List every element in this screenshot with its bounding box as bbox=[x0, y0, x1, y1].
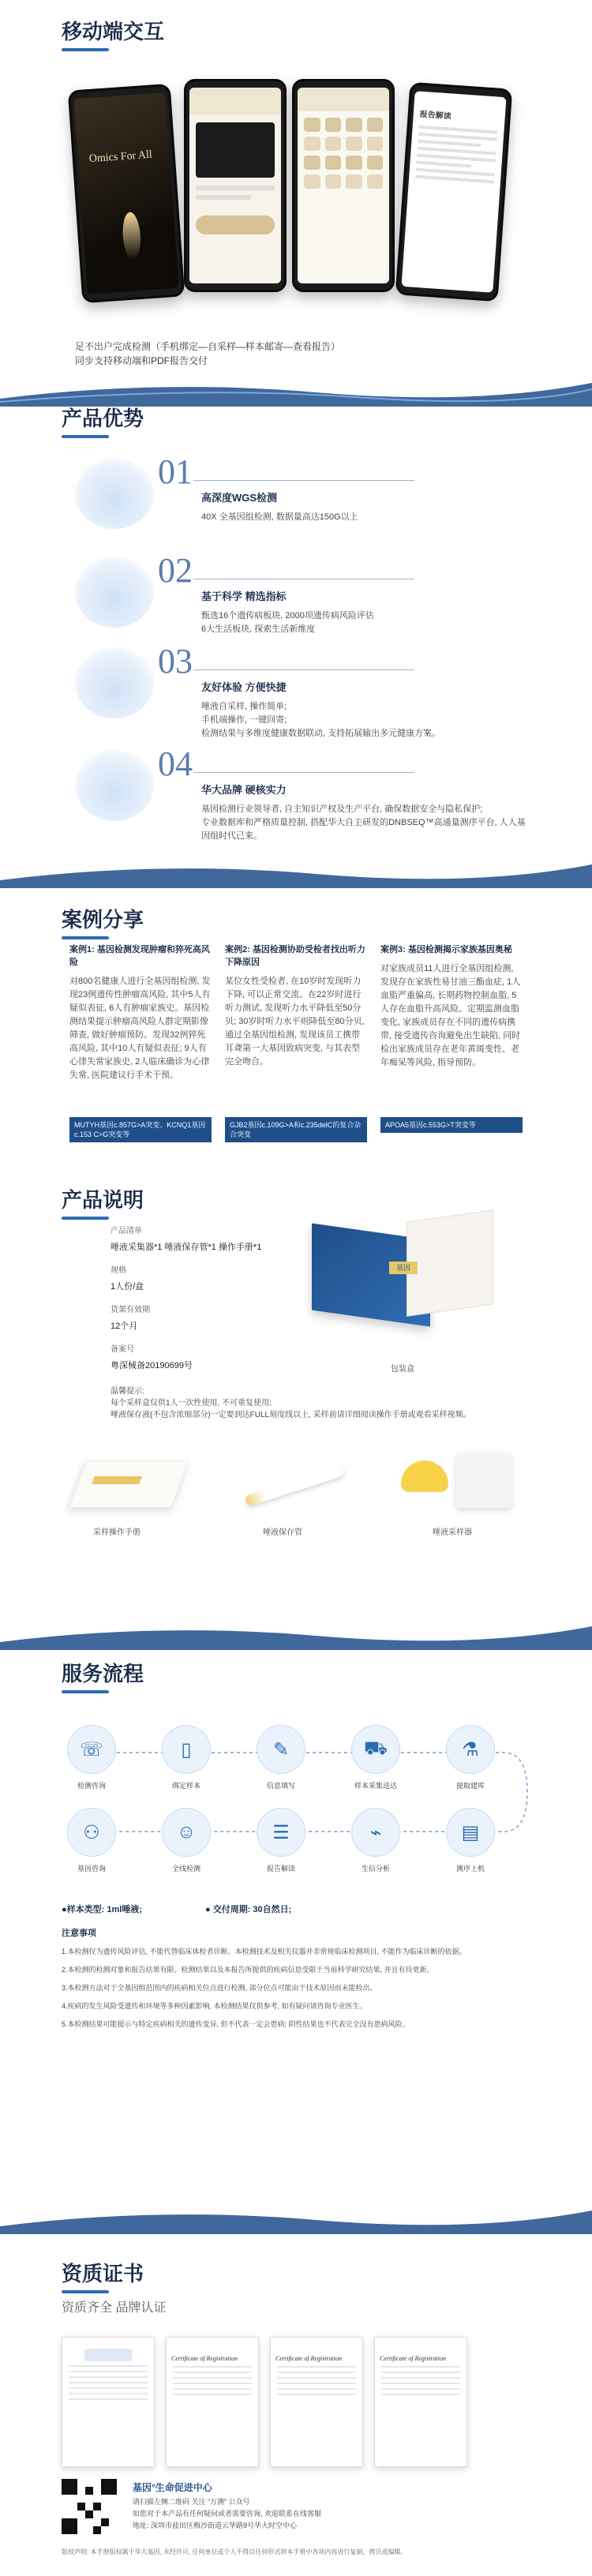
case-heading: 案例1: 基因检测发现肿瘤和猝死高风险 bbox=[69, 945, 210, 967]
mobile-title: 移动端交互 bbox=[0, 16, 592, 45]
phone-3 bbox=[292, 79, 395, 292]
sequencer-icon: ▤ bbox=[446, 1808, 495, 1857]
kit-items bbox=[62, 1437, 527, 1547]
phone-4-title: 报告解读 bbox=[419, 110, 451, 122]
consult-icon: ☏ bbox=[67, 1725, 116, 1774]
step-label: 绑定样本 bbox=[171, 1782, 200, 1790]
warm-tips: 温馨提示: 每个采样盒仅供1人一次性使用, 不可重复使用; 唾液保存液(不包含浓缩部分)一定要到达FULL刻度线以上, 采样前请详细阅读操作手册或观看采样视频。 bbox=[111, 1387, 471, 1419]
case-body: 对800名健康人进行全基因组检测, 发现23例遗传性肿瘤高风险, 其中5人有疑似表征, 6人有肿瘤家族史。基因检测结果提示肿瘤高风险人群定期影像筛查, 做好肿瘤预防。发现32例猝死高风险, 其中10人有疑似表征; 9人有心律失常家族史, 2人临床确诊为心律失常, 医院建议行手术干预。 bbox=[69, 977, 211, 1080]
wave-divider-2 bbox=[0, 857, 592, 888]
item-label: 唾液保存管 bbox=[263, 1528, 302, 1537]
wave-divider-1 bbox=[0, 375, 592, 407]
service-section bbox=[0, 1650, 592, 2250]
bind-sample-icon: ▯ bbox=[162, 1725, 211, 1774]
footer-lines: 请扫描左侧二维码 关注 “万测” 公众号 如您对于本产品有任何疑问或者需要咨询, 欢迎联系在线客服 地址: 深圳市盐田区梅沙街道云华路9号华大时空中心 bbox=[133, 2498, 322, 2529]
figure-glow bbox=[122, 212, 142, 260]
advantage-body: 基因检测行业领导者, 自主知识产权及生产平台, 确保数据安全与隐私保护; 专业数据库和严格质量控制, 搭配华大自主研发的DNBSEQ™高通量测序平台, 人人基因组时代已来。 bbox=[201, 804, 526, 841]
form-icon: ✎ bbox=[257, 1725, 305, 1774]
step-label: 生信分析 bbox=[361, 1865, 390, 1873]
product-spec: 规格 1人份/盒 bbox=[111, 1266, 144, 1292]
phone-1-screen bbox=[73, 92, 178, 294]
phone-1 bbox=[68, 84, 185, 303]
cert-registration-3: Certificate of Registration bbox=[374, 2337, 467, 2467]
box-logo: 基因 bbox=[389, 1262, 418, 1274]
step-label: 测序上机 bbox=[455, 1865, 485, 1873]
tube-image bbox=[219, 1445, 362, 1516]
advantage-body: 40X 全基因组检测, 数据量高达150G以上 bbox=[201, 512, 358, 522]
certs-subtitle: 资质齐全 品牌认证 bbox=[62, 2301, 167, 2315]
step-label: 全线检测 bbox=[171, 1865, 200, 1873]
shield-icon bbox=[75, 750, 154, 821]
product-registration: 备案号 粤深械备20190699号 bbox=[111, 1345, 193, 1370]
cases-section bbox=[0, 888, 592, 1172]
advantage-body: 甄选16个遗传病板块, 2000项遗传病风险评估 6大生活板块, 探索生活新维度 bbox=[201, 611, 374, 634]
advantage-body: 唾液自采样, 操作简单; 手机端操作, 一键回寄; 检测结果与多维度健康数据联动, 支持拓展输出多元健康方案。 bbox=[201, 702, 441, 738]
phone-mockups bbox=[75, 79, 517, 339]
delivery-icon: ⛟ bbox=[351, 1725, 400, 1774]
cert-cnas bbox=[62, 2337, 155, 2467]
advantage-heading: 华大品牌 硬核实力 bbox=[201, 784, 287, 796]
cert-registration-1: Certificate of Registration bbox=[166, 2337, 259, 2467]
cert-registration-2: Certificate of Registration bbox=[270, 2337, 363, 2467]
qr-code-icon[interactable] bbox=[62, 2479, 117, 2534]
wave-divider-3 bbox=[0, 1618, 592, 1650]
disclaimer: 版权声明: 本手册版权属于华大基因, 未经许可, 任何单位或个人不得以任何形式将本手册中各项内容进行复制、拷贝或编辑。 bbox=[62, 2548, 407, 2555]
case-card-1 bbox=[69, 943, 212, 1138]
case-heading: 案例2: 基因检测协助受检者找出听力下降原因 bbox=[225, 945, 365, 967]
case-heading: 案例3: 基因检测揭示家族基因奥秘 bbox=[380, 945, 512, 954]
cases-title: 案例分享 bbox=[0, 904, 592, 933]
service-title: 服务流程 bbox=[0, 1658, 592, 1687]
phone-3-screen bbox=[298, 88, 389, 283]
case-card-2 bbox=[225, 943, 367, 1138]
step-label: 报告解读 bbox=[266, 1865, 295, 1873]
title-underline bbox=[62, 2290, 109, 2293]
advantage-heading: 友好体验 方便快捷 bbox=[201, 681, 287, 693]
box-caption: 包装盒 bbox=[391, 1365, 414, 1374]
case-tag: APOA5基因c.553G>T突变等 bbox=[380, 1117, 523, 1133]
phone-4 bbox=[395, 82, 513, 302]
product-section bbox=[0, 1184, 592, 1658]
phone-2 bbox=[184, 79, 287, 292]
product-title: 产品说明 bbox=[0, 1184, 592, 1213]
step-label: 基因咨询 bbox=[77, 1865, 106, 1873]
title-underline bbox=[62, 1217, 109, 1220]
person-icon: ☺ bbox=[162, 1808, 211, 1857]
case-body: 对家族成员11人进行全基因组检测, 发现存在家族性易甘油三酯血症, 1人血脂严重偏高, 长期药物控制血脂, 5人存在血脂升高风险。定期监测血脂变化, 家族成员存在不同的遗传病携带, 接受遗传咨询避免出生缺陷, 同时检出家族成员存在老年黄斑变性、老年痴呆等风险, 指导预防。 bbox=[380, 964, 521, 1067]
case-tag: GJB2基因c.109G>A和c.235delC的复合杂合突变 bbox=[225, 1117, 367, 1142]
step-label: 检测咨询 bbox=[77, 1782, 106, 1790]
step-label: 信息填写 bbox=[266, 1782, 295, 1790]
manual-image bbox=[62, 1445, 204, 1516]
package-box-image bbox=[312, 1216, 493, 1334]
sample-type: ●样本类型: 1ml唾液; bbox=[62, 1905, 142, 1914]
title-underline bbox=[62, 48, 109, 51]
analysis-icon: ⌁ bbox=[351, 1808, 400, 1857]
item-label: 唾液采样器 bbox=[433, 1528, 472, 1537]
case-tag: MUTYH基因c.857G>A突变、KCNQ1基因c.153 C>G突变等 bbox=[69, 1117, 212, 1142]
footer-title: 基因°生命促进中心 bbox=[133, 2482, 212, 2493]
step-label: 样本采集送达 bbox=[354, 1782, 397, 1790]
title-underline bbox=[62, 1690, 109, 1693]
phone-1-text: Omics For All bbox=[88, 148, 153, 166]
notes-list: 1.本检测仅为遗传风险评估, 不能代替临床体检者诊断。本检测技术及相关仪器并非常规临床检测项目, 不能作为临床诊断的依据。 2.本检测的检测对象和报告结果有限。检测结果以及本报告所提供的疾病信息受限于当前科学研究结果, 并且有待更新。 3.本检测方法对于全基因组范围内的疾病相关位点进行检测, 部分位点可能由于技术原因而未能检出。 4.疾病的发生风险受遗传和环境等多种因素影响, 本检测结果仅供参考, 如有疑问请咨询专业医生。 5.本检测结果可能提示与特定疾病相关的遗传变异, 但不代表一定会患病; 阴性结果也不代表完全没有患病风险。 bbox=[62, 1948, 466, 2028]
case-card-3 bbox=[380, 943, 523, 1129]
item-label: 采样操作手册 bbox=[93, 1528, 141, 1537]
wave-divider-4 bbox=[0, 2203, 592, 2234]
title-underline bbox=[62, 936, 109, 939]
phone-hand-image bbox=[75, 647, 154, 718]
product-list: 产品清单 唾液采集器*1 唾液保存管*1 操作手册*1 bbox=[111, 1227, 262, 1252]
case-body: 某位女性受检者, 在10岁时发现听力下降, 可以正常交流。在22岁时进行听力测试, 发现听力水平降低至50分贝; 30岁时听力水平则降低至80分贝, 通过全基因组检测, 发现该员工携带耳聋第一大基因致病突变, 与其表型完全吻合。 bbox=[225, 977, 365, 1067]
mobile-note: 足不出户完成检测（手机绑定—自采样—样本邮寄—查看报告） 同步支持移动端和PDF报告交付 bbox=[75, 341, 341, 366]
step-label: 提取建库 bbox=[455, 1782, 485, 1790]
phone-2-screen bbox=[189, 88, 281, 283]
phone-4-screen bbox=[401, 91, 506, 292]
product-shelf-life: 货架有效期 12个月 bbox=[111, 1306, 150, 1331]
advantage-heading: 高深度WGS检测 bbox=[201, 492, 278, 504]
certs-section bbox=[0, 2250, 592, 2576]
collector-image bbox=[377, 1437, 527, 1516]
counsel-icon: ⚇ bbox=[67, 1808, 116, 1857]
title-underline bbox=[62, 435, 109, 438]
advantages-section: 产品优势 01 高深度WGS检测 40X 全基因组检测, 数据量高达150G以上 02 基于科学 精选指标 甄选16个遗传病板块, 2000项遗传病风险评估 6大生活板块, 探索生活新维度 03 友好体验 方便快捷 唾液自采样, 操作简单; 手机端操作, 一键回寄; 检测结果与多维度健康数据联动, 支持拓展输出多元健康方案。 04 华大品牌 硬核实力 基因检测行业领导者, 自主知识产权及生产平台, 确保数据安全与隐私保护; 专业数据库和严格质量控制, 搭配华大自主研发的DNBSEQ™高通量测序平台, 人人基因组时代已来。 bbox=[0, 403, 592, 861]
globe-image bbox=[75, 458, 154, 529]
advantages-title: 产品优势 bbox=[0, 403, 592, 432]
delivery-cycle: ● 交付周期: 30自然日; bbox=[205, 1905, 292, 1914]
report-icon: ☰ bbox=[257, 1808, 305, 1857]
advantage-heading: 基于科学 精选指标 bbox=[201, 591, 287, 602]
sample-tube-image bbox=[75, 557, 154, 628]
notes-title: 注意事项 bbox=[62, 1929, 96, 1938]
library-icon: ⚗ bbox=[446, 1725, 495, 1774]
certs-title: 资质证书 bbox=[0, 2258, 592, 2287]
